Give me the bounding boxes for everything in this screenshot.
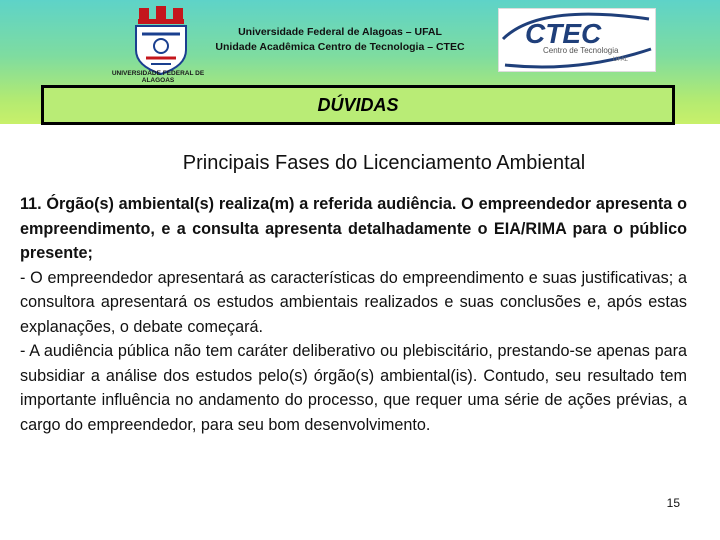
item-11-paragraph: 11. Órgão(s) ambiental(s) realiza(m) a referida audiência. O empreendedor apresenta o empreendimento, e a consulta apresenta detalhadamente o EIA/RIMA para o público presente; bbox=[20, 195, 687, 262]
duvidas-banner: DÚVIDAS bbox=[41, 85, 675, 125]
ctec-logo-name: CTEC bbox=[525, 18, 602, 49]
slide-body bbox=[20, 192, 687, 437]
ctec-logo-small: UFAL bbox=[613, 57, 629, 63]
slide-title: Principais Fases do Licenciamento Ambiental bbox=[182, 152, 586, 174]
ufal-logo-text: UNIVERSIDADE FEDERAL DE ALAGOAS bbox=[111, 70, 205, 84]
page-number: 15 bbox=[666, 496, 680, 510]
bullet-paragraph-2: - A audiência pública não tem caráter deliberativo ou plebiscitário, prestando-se apenas para subsidiar a análise dos estudos pelo(s) órgão(s) ambiental(is). Contudo, seu resultado tem importante influência no andamento do processo, que requer uma série de ações prévias, a cargo do empreendedor, para seu bom desenvolvimento. bbox=[20, 342, 687, 434]
institution-line-1: Universidade Federal de Alagoas – UFAL bbox=[238, 26, 442, 38]
ctec-logo-subtitle: Centro de Tecnologia bbox=[543, 46, 619, 55]
ctec-logo bbox=[498, 8, 656, 72]
institution-header bbox=[190, 25, 490, 55]
ctec-logo-graphic bbox=[499, 9, 655, 71]
bullet-paragraph-1: - O empreendedor apresentará as características do empreendimento e suas justificativas; a consultora apresentará os estudos ambientais realizados e suas conclusões e, após estas explanações, o debate começará. bbox=[20, 268, 687, 336]
institution-line-2: Unidade Acadêmica Centro de Tecnologia – CTEC bbox=[215, 41, 465, 53]
